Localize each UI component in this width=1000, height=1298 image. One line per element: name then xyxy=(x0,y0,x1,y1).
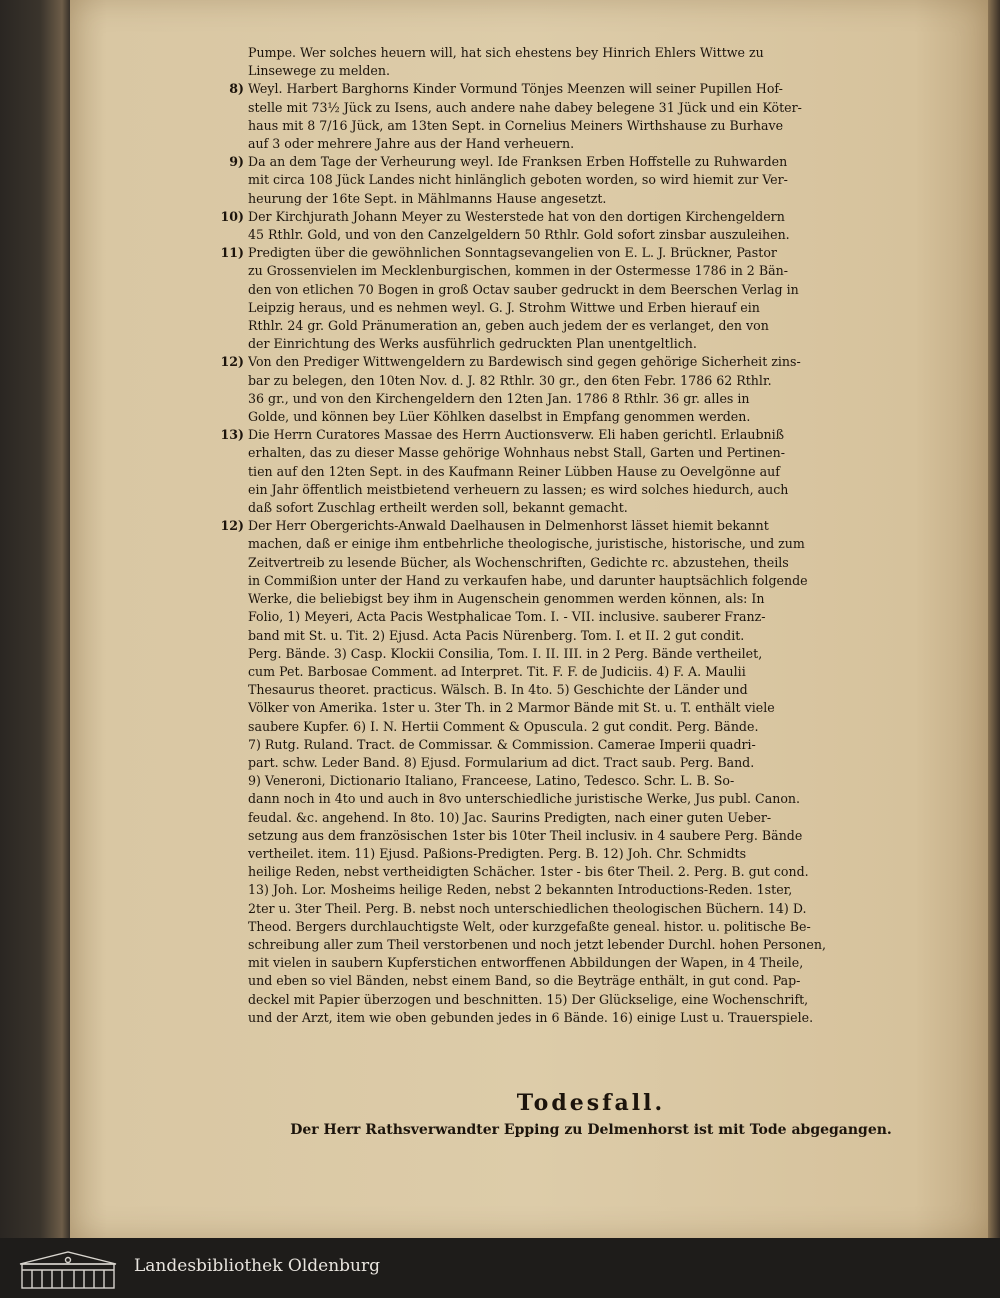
page-edge xyxy=(988,0,1000,1238)
text-line: Linsewege zu melden. xyxy=(248,63,390,79)
text-line: ein Jahr öffentlich meistbietend verheuern zu lassen; es wird solches hiedurch, auch xyxy=(248,481,789,497)
text-line: Zeitvertreib zu lesende Bücher, als Wochenschriften, Gedichte rc. abzustehen, theils xyxy=(248,554,789,570)
text-line: zu Grossenvielen im Mecklenburgischen, kommen in der Ostermesse 1786 in 2 Bän- xyxy=(248,263,788,279)
text-line: Völker von Amerika. 1ster u. 3ter Th. in 2 Marmor Bände mit St. u. T. enthält viele xyxy=(248,700,775,716)
notice-entry xyxy=(220,353,934,426)
text-line: Weyl. Harbert Barghorns Kinder Vormund Tönjes Meenzen will seiner Pupillen Hof- xyxy=(248,81,783,97)
library-name: Landesbibliothek Oldenburg xyxy=(134,1256,381,1276)
entry-number: 12) xyxy=(220,354,244,370)
text-line: der Einrichtung des Werks ausführlich gedruckten Plan unentgeltlich. xyxy=(248,336,697,352)
text-line: den von etlichen 70 Bogen in groß Octav sauber gedruckt in dem Beerschen Verlag in xyxy=(248,281,799,297)
text-line: Werke, die beliebigst bey ihm in Augenschein genommen werden können, als: In xyxy=(248,591,765,607)
footer-bar xyxy=(0,1238,1000,1298)
text-line: Pumpe. Wer solches heuern will, hat sich ehestens bey Hinrich Ehlers Wittwe zu xyxy=(248,45,764,60)
text-line: haus mit 8 7/16 Jück, am 13ten Sept. in Cornelius Meiners Wirthshause zu Burhave xyxy=(248,117,784,133)
text-line: Perg. Bände. 3) Casp. Klockii Consilia, Tom. I. II. III. in 2 Perg. Bände vertheilet, xyxy=(248,645,763,661)
text-line: in Commißion unter der Hand zu verkaufen habe, und darunter hauptsächlich folgende xyxy=(248,572,808,588)
text-line: Folio, 1) Meyeri, Acta Pacis Westphalicae Tom. I. - VII. inclusive. sauberer Franz- xyxy=(248,609,766,625)
text-line: heurung der 16te Sept. in Mählmanns Hause angesetzt. xyxy=(248,190,607,206)
text-line: vertheilet. item. 11) Ejusd. Paßions-Predigten. Perg. B. 12) Joh. Chr. Schmidts xyxy=(248,845,747,861)
text-line: schreibung aller zum Theil verstorbenen und noch jetzt lebender Durchl. hohen Personen, xyxy=(248,936,826,952)
text-line: Predigten über die gewöhnlichen Sonntagsevangelien von E. L. J. Brückner, Pastor xyxy=(248,245,777,261)
text-line: bar zu belegen, den 10ten Nov. d. J. 82 Rthlr. 30 gr., den 6ten Febr. 1786 62 Rthlr. xyxy=(248,372,772,388)
text-line: part. schw. Leder Band. 8) Ejusd. Formularium ad dict. Tract saub. Perg. Band. xyxy=(248,754,755,770)
text-line: Die Herrn Curatores Massae des Herrn Auctionsverw. Eli haben gerichtl. Erlaubniß xyxy=(248,427,785,443)
text-line: machen, daß er einige ihm entbehrliche theologische, juristische, historische, und zum xyxy=(248,536,805,552)
text-line: saubere Kupfer. 6) I. N. Hertii Comment & Opuscula. 2 gut condit. Perg. Bände. xyxy=(248,718,759,734)
notice-entry xyxy=(220,244,934,353)
text-line: daß sofort Zuschlag ertheilt werden soll, bekannt gemacht. xyxy=(248,500,628,516)
text-line: erhalten, das zu dieser Masse gehörige Wohnhaus nebst Stall, Garten und Pertinen- xyxy=(248,445,785,461)
text-line: Thesaurus theoret. practicus. Wälsch. B. In 4to. 5) Geschichte der Länder und xyxy=(248,682,748,698)
death-notice: Der Herr Rathsverwandter Epping zu Delmenhorst ist mit Tode abgegangen. xyxy=(290,1122,892,1138)
text-line: 45 Rthlr. Gold, und von den Canzelgeldern 50 Rthlr. Gold sofort zinsbar auszuleihen. xyxy=(248,227,790,243)
library-building-logo-icon xyxy=(16,1248,120,1290)
text-line: Golde, und können bey Lüer Köhlken daselbst in Empfang genommen werden. xyxy=(248,409,751,425)
text-line: und der Arzt, item wie oben gebunden jedes in 6 Bände. 16) einige Lust u. Trauerspiele. xyxy=(248,1009,814,1025)
text-line: Theod. Bergers durchlauchtigste Welt, oder kurzgefaßte geneal. histor. u. politische Be- xyxy=(248,918,811,934)
notice-entry xyxy=(229,153,934,208)
text-line: 9) Veneroni, Dictionario Italiano, Franceese, Latino, Tedesco. Schr. L. B. So- xyxy=(248,773,735,789)
entry-number: 10) xyxy=(220,208,244,224)
notice-entry xyxy=(220,517,934,1027)
text-line: Da an dem Tage der Verheurung weyl. Ide Franksen Erben Hoffstelle zu Ruhwarden xyxy=(248,154,788,170)
text-line: auf 3 oder mehrere Jahre aus der Hand verheuern. xyxy=(248,136,575,152)
notice-entry xyxy=(220,426,934,517)
notice-entry xyxy=(220,208,934,244)
text-line: mit vielen in saubern Kupferstichen entworffenen Abbildungen der Wapen, in 4 Theile, xyxy=(248,955,804,971)
text-line: Der Kirchjurath Johann Meyer zu Westerstede hat von den dortigen Kirchengeldern xyxy=(248,208,785,224)
text-line: 7) Rutg. Ruland. Tract. de Commissar. & Commission. Camerae Imperii quadri- xyxy=(248,736,756,752)
entry-number: 11) xyxy=(220,245,244,261)
text-line: deckel mit Papier überzogen und beschnitten. 15) Der Glückselige, eine Wochenschrift, xyxy=(248,991,809,1007)
notice-entry xyxy=(229,80,934,153)
text-line: setzung aus dem französischen 1ster bis 10ter Theil inclusiv. in 4 saubere Perg. Bände xyxy=(248,827,803,843)
text-line: dann noch in 4to und auch in 8vo unterschiedliche juristische Werke, Jus publ. Canon. xyxy=(248,791,801,807)
section-heading-todesfall: Todesfall. xyxy=(516,1090,666,1116)
text-line: 36 gr., und von den Kirchengeldern den 12ten Jan. 1786 8 Rthlr. 36 gr. alles in xyxy=(248,390,750,406)
text-line: stelle mit 73½ Jück zu Isens, auch andere nahe dabey belegene 31 Jück und ein Köter- xyxy=(248,99,802,115)
text-line: 13) Joh. Lor. Mosheims heilige Reden, nebst 2 bekannten Introductions-Reden. 1ster, xyxy=(248,882,793,898)
text-line: 2ter u. 3ter Theil. Perg. B. nebst noch unterschiedlichen theologischen Büchern. 14) D. xyxy=(248,900,807,916)
text-line: Der Herr Obergerichts-Anwald Daelhausen in Delmenhorst lässet hiemit bekannt xyxy=(248,518,769,534)
text-line: Leipzig heraus, und es nehmen weyl. G. J. Strohm Wittwe und Erben hierauf ein xyxy=(248,299,760,315)
text-line: feudal. &c. angehend. In 8to. 10) Jac. Saurins Predigten, nach einer guten Ueber- xyxy=(248,809,772,825)
text-line: Von den Prediger Wittwengeldern zu Bardewisch sind gegen gehörige Sicherheit zins- xyxy=(248,354,801,370)
page-text xyxy=(220,44,934,1027)
text-line: cum Pet. Barbosae Comment. ad Interpret. Tit. F. F. de Judiciis. 4) F. A. Maulii xyxy=(248,663,746,679)
entry-number: 9) xyxy=(229,154,244,170)
text-line: tien auf den 12ten Sept. in des Kaufmann Reiner Lübben Hause zu Oevelgönne auf xyxy=(248,463,780,479)
text-line: heilige Reden, nebst vertheidigten Schächer. 1ster - bis 6ter Theil. 2. Perg. B. gut cond. xyxy=(248,864,809,880)
text-line: und eben so viel Bänden, nebst einem Band, so die Beyträge enthält, in gut cond. Pap- xyxy=(248,973,801,989)
text-line: mit circa 108 Jück Landes nicht hinlänglich geboten worden, so wird hiemit zur Ver- xyxy=(248,172,788,188)
text-line: band mit St. u. Tit. 2) Ejusd. Acta Pacis Nürenberg. Tom. I. et II. 2 gut condit. xyxy=(248,627,745,643)
text-line: Rthlr. 24 gr. Gold Pränumeration an, geben auch jedem der es verlanget, den von xyxy=(248,318,769,334)
entry-number: 13) xyxy=(220,427,244,443)
entry-number: 12) xyxy=(220,518,244,534)
notice-entry xyxy=(248,44,934,80)
entry-number: 8) xyxy=(229,81,244,97)
